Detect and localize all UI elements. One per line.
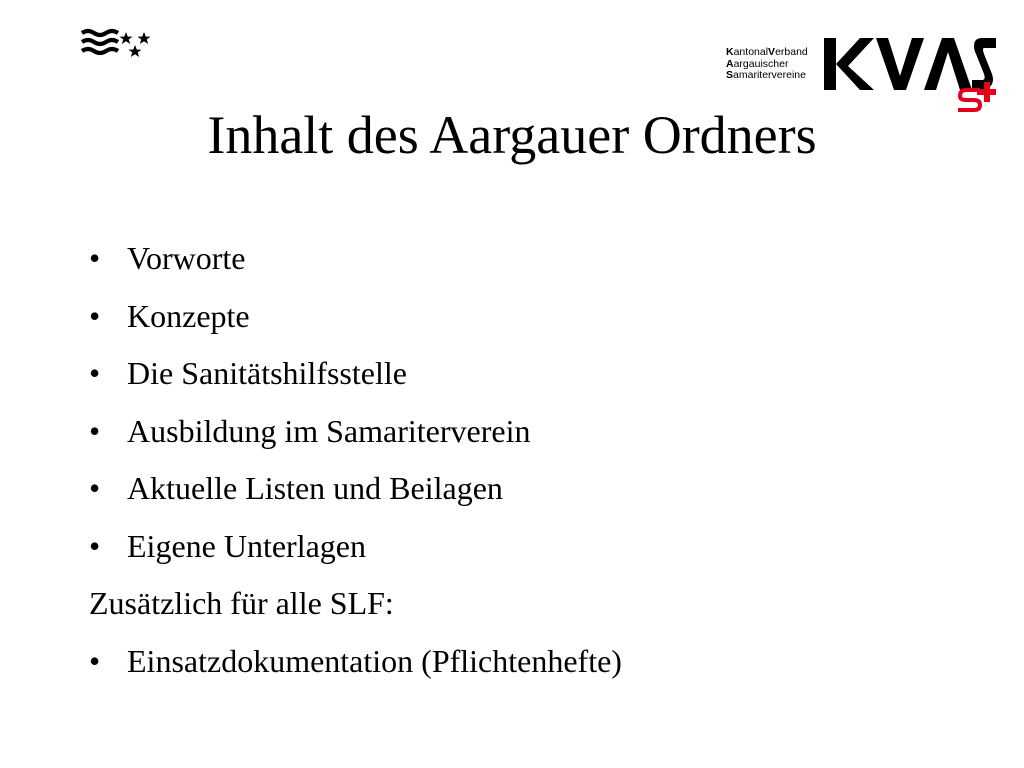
slide-title: Inhalt des Aargauer Ordners [207, 105, 817, 165]
kvas-line-2: Aargauischer [726, 57, 789, 70]
list-item-text: Konzepte [127, 297, 250, 334]
bullet: • [89, 297, 101, 334]
list-item-text: Einsatzdokumentation (Pflichtenhefte) [127, 642, 622, 679]
kvas-organization-name [726, 47, 808, 82]
kvas-line-1: KantonalVerband [726, 46, 808, 58]
bullet: • [89, 642, 101, 679]
list-item [89, 633, 989, 691]
section-label [89, 575, 989, 633]
list-item [89, 518, 989, 576]
section-label-text: Zusätzlich für alle SLF: [89, 585, 394, 621]
bullet: • [89, 355, 101, 391]
kvas-lettermark-icon [824, 30, 996, 114]
bullet: • [89, 470, 101, 506]
slide-content-list [89, 230, 989, 690]
list-item [89, 403, 989, 461]
list-item-text: Aktuelle Listen und Beilagen [127, 470, 503, 506]
kvas-logo [726, 30, 996, 114]
bullet: • [89, 527, 101, 564]
list-item-text: Die Sanitätshilfsstelle [127, 355, 407, 391]
list-item [89, 345, 989, 403]
list-item-text: Vorworte [127, 240, 246, 276]
bullet: • [89, 412, 101, 449]
bullet: • [89, 240, 101, 276]
list-item [89, 230, 989, 288]
list-item-text: Eigene Unterlagen [127, 527, 366, 564]
list-item-text: Ausbildung im Samariterverein [127, 412, 531, 449]
list-item [89, 288, 989, 346]
list-item [89, 460, 989, 518]
aargau-coat-of-arms-logo [80, 26, 160, 60]
kvas-line-3: Samaritervereine [726, 69, 806, 81]
